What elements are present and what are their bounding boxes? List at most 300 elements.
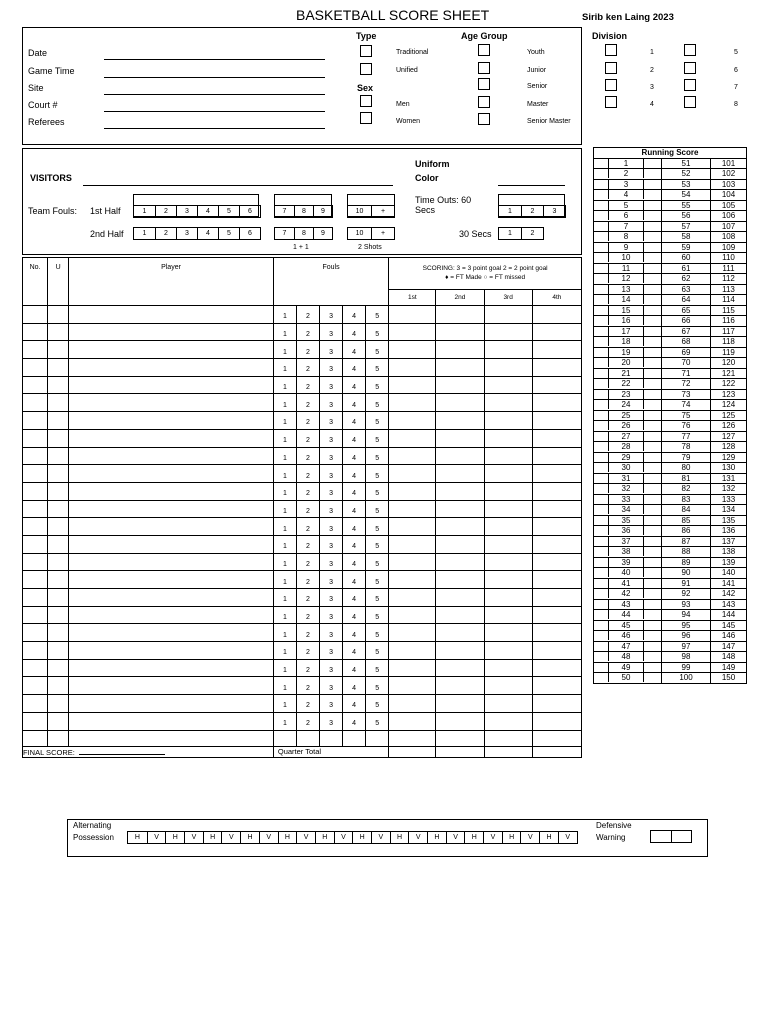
- running-score-cell[interactable]: [594, 421, 662, 432]
- player-foul-cell[interactable]: 3: [320, 465, 343, 483]
- player-number-cell[interactable]: [23, 535, 48, 553]
- running-score-cell[interactable]: 87: [662, 536, 711, 547]
- player-foul-cell[interactable]: 1: [273, 359, 296, 377]
- player-quarter-score-cell[interactable]: [436, 465, 484, 483]
- field-entry-line[interactable]: [104, 94, 325, 95]
- field-entry-line[interactable]: [104, 128, 325, 129]
- running-score-cell[interactable]: [594, 158, 662, 169]
- blank-cell[interactable]: [436, 730, 484, 746]
- running-score-cell[interactable]: 58: [662, 232, 711, 243]
- blank-cell[interactable]: [273, 730, 296, 746]
- first-half-bonus-cell[interactable]: 8: [294, 206, 313, 217]
- player-u-cell[interactable]: [48, 394, 69, 412]
- player-quarter-score-cell[interactable]: [484, 712, 532, 730]
- running-score-cell[interactable]: [594, 652, 662, 663]
- running-score-cell[interactable]: [594, 620, 662, 631]
- running-score-cell[interactable]: [594, 473, 662, 484]
- possession-cell[interactable]: H: [240, 832, 259, 843]
- running-score-cell[interactable]: [594, 295, 662, 306]
- running-score-cell[interactable]: [594, 253, 662, 264]
- player-quarter-score-cell[interactable]: [436, 553, 484, 571]
- running-score-cell[interactable]: 68: [662, 337, 711, 348]
- field-entry-line[interactable]: [104, 77, 325, 78]
- player-quarter-score-cell[interactable]: [532, 447, 581, 465]
- type-checkbox[interactable]: [360, 63, 372, 75]
- player-foul-cell[interactable]: 2: [296, 482, 319, 500]
- player-quarter-score-cell[interactable]: [389, 394, 436, 412]
- running-score-cell[interactable]: [594, 526, 662, 537]
- player-name-cell[interactable]: [69, 376, 274, 394]
- player-foul-cell[interactable]: 1: [273, 553, 296, 571]
- player-quarter-score-cell[interactable]: [389, 306, 436, 324]
- player-quarter-score-cell[interactable]: [532, 359, 581, 377]
- running-score-cell[interactable]: [594, 211, 662, 222]
- player-quarter-score-cell[interactable]: [436, 642, 484, 660]
- running-score-cell[interactable]: 60: [662, 253, 711, 264]
- running-score-cell[interactable]: [594, 400, 662, 411]
- running-score-cell[interactable]: 138: [711, 547, 747, 558]
- player-number-cell[interactable]: [23, 376, 48, 394]
- player-foul-cell[interactable]: 4: [343, 695, 366, 713]
- player-u-cell[interactable]: [48, 412, 69, 430]
- running-score-cell[interactable]: 120: [711, 358, 747, 369]
- player-number-cell[interactable]: [23, 359, 48, 377]
- player-foul-cell[interactable]: 3: [320, 553, 343, 571]
- player-foul-cell[interactable]: 1: [273, 659, 296, 677]
- player-foul-cell[interactable]: 5: [366, 535, 389, 553]
- player-quarter-score-cell[interactable]: [484, 341, 532, 359]
- running-score-cell[interactable]: 111: [711, 263, 747, 274]
- first-half-foul-cell[interactable]: 6: [239, 206, 260, 217]
- running-score-cell[interactable]: [594, 662, 662, 673]
- division-checkbox[interactable]: [684, 62, 696, 74]
- player-foul-cell[interactable]: 3: [320, 500, 343, 518]
- division-checkbox[interactable]: [605, 79, 617, 91]
- field-entry-line[interactable]: [104, 59, 325, 60]
- running-score-cell[interactable]: [594, 190, 662, 201]
- player-name-cell[interactable]: [69, 323, 274, 341]
- running-score-cell[interactable]: 144: [711, 610, 747, 621]
- player-foul-cell[interactable]: 2: [296, 589, 319, 607]
- player-foul-cell[interactable]: 3: [320, 695, 343, 713]
- player-foul-cell[interactable]: 5: [366, 642, 389, 660]
- player-quarter-score-cell[interactable]: [389, 659, 436, 677]
- running-score-cell[interactable]: [594, 274, 662, 285]
- possession-cell[interactable]: H: [390, 832, 409, 843]
- player-foul-cell[interactable]: 2: [296, 712, 319, 730]
- running-score-cell[interactable]: [594, 316, 662, 327]
- player-foul-cell[interactable]: 1: [273, 695, 296, 713]
- player-foul-cell[interactable]: 1: [273, 412, 296, 430]
- player-foul-cell[interactable]: 3: [320, 589, 343, 607]
- player-u-cell[interactable]: [48, 535, 69, 553]
- player-foul-cell[interactable]: 2: [296, 642, 319, 660]
- player-foul-cell[interactable]: 1: [273, 677, 296, 695]
- player-quarter-score-cell[interactable]: [532, 571, 581, 589]
- running-score-cell[interactable]: [594, 221, 662, 232]
- player-foul-cell[interactable]: 4: [343, 553, 366, 571]
- running-score-cell[interactable]: [594, 284, 662, 295]
- running-score-cell[interactable]: [594, 536, 662, 547]
- possession-cell[interactable]: H: [464, 832, 483, 843]
- running-score-cell[interactable]: [594, 389, 662, 400]
- running-score-cell[interactable]: 136: [711, 526, 747, 537]
- running-score-cell[interactable]: 135: [711, 515, 747, 526]
- blank-cell[interactable]: [320, 730, 343, 746]
- player-quarter-score-cell[interactable]: [484, 518, 532, 536]
- possession-cell[interactable]: H: [352, 832, 371, 843]
- player-number-cell[interactable]: [23, 341, 48, 359]
- player-u-cell[interactable]: [48, 695, 69, 713]
- player-foul-cell[interactable]: 5: [366, 376, 389, 394]
- player-foul-cell[interactable]: 5: [366, 589, 389, 607]
- player-foul-cell[interactable]: 2: [296, 323, 319, 341]
- player-foul-cell[interactable]: 1: [273, 571, 296, 589]
- division-checkbox[interactable]: [684, 44, 696, 56]
- running-score-cell[interactable]: 130: [711, 463, 747, 474]
- running-score-cell[interactable]: 125: [711, 410, 747, 421]
- player-number-cell[interactable]: [23, 412, 48, 430]
- player-quarter-score-cell[interactable]: [436, 341, 484, 359]
- first-half-bonus-cell[interactable]: 9: [313, 206, 332, 217]
- running-score-cell[interactable]: [594, 379, 662, 390]
- running-score-cell[interactable]: [594, 505, 662, 516]
- quarter-total-cell[interactable]: [484, 746, 532, 757]
- running-score-cell[interactable]: 79: [662, 452, 711, 463]
- player-name-cell[interactable]: [69, 712, 274, 730]
- second-half-bonus-cell[interactable]: 7: [282, 230, 287, 237]
- player-quarter-score-cell[interactable]: [389, 642, 436, 660]
- player-quarter-score-cell[interactable]: [389, 589, 436, 607]
- running-score-cell[interactable]: [594, 200, 662, 211]
- player-foul-cell[interactable]: 4: [343, 535, 366, 553]
- team-name-line[interactable]: [83, 185, 393, 186]
- player-foul-cell[interactable]: 4: [343, 341, 366, 359]
- running-score-cell[interactable]: 86: [662, 526, 711, 537]
- player-quarter-score-cell[interactable]: [484, 465, 532, 483]
- player-quarter-score-cell[interactable]: [532, 482, 581, 500]
- sex-checkbox[interactable]: [360, 95, 372, 107]
- player-quarter-score-cell[interactable]: [389, 518, 436, 536]
- possession-cell[interactable]: V: [558, 832, 577, 843]
- running-score-cell[interactable]: 63: [662, 284, 711, 295]
- player-foul-cell[interactable]: 3: [320, 429, 343, 447]
- running-score-cell[interactable]: 124: [711, 400, 747, 411]
- player-quarter-score-cell[interactable]: [532, 518, 581, 536]
- second-half-foul-cell[interactable]: 6: [239, 228, 260, 239]
- possession-cell[interactable]: H: [539, 832, 558, 843]
- player-quarter-score-cell[interactable]: [389, 376, 436, 394]
- player-foul-cell[interactable]: 3: [320, 571, 343, 589]
- player-quarter-score-cell[interactable]: [389, 412, 436, 430]
- player-foul-cell[interactable]: 4: [343, 376, 366, 394]
- blank-cell[interactable]: [48, 730, 69, 746]
- running-score-cell[interactable]: 70: [662, 358, 711, 369]
- running-score-cell[interactable]: 101: [711, 158, 747, 169]
- player-foul-cell[interactable]: 4: [343, 606, 366, 624]
- player-u-cell[interactable]: [48, 500, 69, 518]
- running-score-cell[interactable]: 92: [662, 589, 711, 600]
- player-foul-cell[interactable]: 5: [366, 323, 389, 341]
- player-name-cell[interactable]: [69, 359, 274, 377]
- player-u-cell[interactable]: [48, 341, 69, 359]
- running-score-cell[interactable]: [594, 410, 662, 421]
- player-foul-cell[interactable]: 5: [366, 412, 389, 430]
- player-foul-cell[interactable]: 1: [273, 323, 296, 341]
- running-score-cell[interactable]: 72: [662, 379, 711, 390]
- player-quarter-score-cell[interactable]: [532, 394, 581, 412]
- running-score-cell[interactable]: 53: [662, 179, 711, 190]
- player-number-cell[interactable]: [23, 518, 48, 536]
- possession-cell[interactable]: V: [334, 832, 353, 843]
- player-foul-cell[interactable]: 4: [343, 323, 366, 341]
- player-quarter-score-cell[interactable]: [436, 376, 484, 394]
- possession-cell[interactable]: H: [278, 832, 297, 843]
- player-foul-cell[interactable]: 1: [273, 447, 296, 465]
- second-half-bonus-cell[interactable]: 8: [294, 228, 313, 239]
- running-score-cell[interactable]: [594, 431, 662, 442]
- player-u-cell[interactable]: [48, 306, 69, 324]
- player-quarter-score-cell[interactable]: [389, 553, 436, 571]
- player-foul-cell[interactable]: 4: [343, 624, 366, 642]
- player-foul-cell[interactable]: 5: [366, 677, 389, 695]
- timeout-60-cell[interactable]: 1: [508, 208, 512, 215]
- player-foul-cell[interactable]: 4: [343, 642, 366, 660]
- quarter-total-cell[interactable]: [532, 746, 581, 757]
- possession-cell[interactable]: V: [408, 832, 427, 843]
- player-foul-cell[interactable]: 5: [366, 571, 389, 589]
- running-score-cell[interactable]: 83: [662, 494, 711, 505]
- running-score-cell[interactable]: [594, 452, 662, 463]
- player-foul-cell[interactable]: 1: [273, 429, 296, 447]
- possession-cell[interactable]: V: [184, 832, 203, 843]
- running-score-cell[interactable]: 106: [711, 211, 747, 222]
- player-quarter-score-cell[interactable]: [484, 535, 532, 553]
- player-foul-cell[interactable]: 2: [296, 553, 319, 571]
- player-number-cell[interactable]: [23, 323, 48, 341]
- player-number-cell[interactable]: [23, 677, 48, 695]
- player-quarter-score-cell[interactable]: [484, 412, 532, 430]
- player-foul-cell[interactable]: 2: [296, 376, 319, 394]
- running-score-cell[interactable]: 55: [662, 200, 711, 211]
- running-score-cell[interactable]: 64: [662, 295, 711, 306]
- running-score-cell[interactable]: [594, 326, 662, 337]
- running-score-cell[interactable]: 59: [662, 242, 711, 253]
- player-u-cell[interactable]: [48, 429, 69, 447]
- player-number-cell[interactable]: [23, 606, 48, 624]
- running-score-cell[interactable]: 110: [711, 253, 747, 264]
- player-foul-cell[interactable]: 4: [343, 482, 366, 500]
- running-score-cell[interactable]: [594, 347, 662, 358]
- player-foul-cell[interactable]: 4: [343, 429, 366, 447]
- first-half-foul-cell[interactable]: 4: [197, 206, 218, 217]
- second-half-foul-cell[interactable]: 3: [176, 228, 197, 239]
- player-foul-cell[interactable]: 4: [343, 712, 366, 730]
- player-name-cell[interactable]: [69, 659, 274, 677]
- running-score-cell[interactable]: 74: [662, 400, 711, 411]
- running-score-cell[interactable]: 89: [662, 557, 711, 568]
- player-quarter-score-cell[interactable]: [389, 500, 436, 518]
- player-quarter-score-cell[interactable]: [484, 553, 532, 571]
- player-quarter-score-cell[interactable]: [389, 712, 436, 730]
- blank-cell[interactable]: [532, 730, 581, 746]
- player-foul-cell[interactable]: 4: [343, 589, 366, 607]
- timeout-60-cell[interactable]: 3: [543, 206, 565, 217]
- player-name-cell[interactable]: [69, 695, 274, 713]
- player-foul-cell[interactable]: 1: [273, 376, 296, 394]
- player-quarter-score-cell[interactable]: [484, 500, 532, 518]
- player-name-cell[interactable]: [69, 571, 274, 589]
- running-score-cell[interactable]: 122: [711, 379, 747, 390]
- running-score-cell[interactable]: 104: [711, 190, 747, 201]
- player-foul-cell[interactable]: 2: [296, 465, 319, 483]
- player-foul-cell[interactable]: 4: [343, 412, 366, 430]
- player-foul-cell[interactable]: 2: [296, 518, 319, 536]
- player-foul-cell[interactable]: 5: [366, 659, 389, 677]
- blank-cell[interactable]: [296, 730, 319, 746]
- player-foul-cell[interactable]: 2: [296, 341, 319, 359]
- running-score-cell[interactable]: [594, 484, 662, 495]
- blank-cell[interactable]: [23, 730, 48, 746]
- running-score-cell[interactable]: 108: [711, 232, 747, 243]
- player-foul-cell[interactable]: 5: [366, 447, 389, 465]
- running-score-cell[interactable]: 146: [711, 631, 747, 642]
- running-score-cell[interactable]: 57: [662, 221, 711, 232]
- player-quarter-score-cell[interactable]: [389, 323, 436, 341]
- possession-cell[interactable]: H: [165, 832, 184, 843]
- blank-cell[interactable]: [366, 730, 389, 746]
- quarter-total-cell[interactable]: [389, 746, 436, 757]
- timeout-30-cell[interactable]: 1: [508, 230, 512, 237]
- running-score-cell[interactable]: 126: [711, 421, 747, 432]
- player-foul-cell[interactable]: 5: [366, 712, 389, 730]
- player-name-cell[interactable]: [69, 535, 274, 553]
- player-foul-cell[interactable]: 3: [320, 394, 343, 412]
- player-name-cell[interactable]: [69, 642, 274, 660]
- running-score-cell[interactable]: 137: [711, 536, 747, 547]
- player-foul-cell[interactable]: 4: [343, 394, 366, 412]
- running-score-cell[interactable]: 85: [662, 515, 711, 526]
- player-quarter-score-cell[interactable]: [484, 642, 532, 660]
- player-quarter-score-cell[interactable]: [436, 323, 484, 341]
- player-number-cell[interactable]: [23, 642, 48, 660]
- running-score-cell[interactable]: 71: [662, 368, 711, 379]
- player-quarter-score-cell[interactable]: [389, 482, 436, 500]
- player-foul-cell[interactable]: 1: [273, 642, 296, 660]
- player-foul-cell[interactable]: 2: [296, 306, 319, 324]
- player-name-cell[interactable]: [69, 341, 274, 359]
- running-score-cell[interactable]: 52: [662, 169, 711, 180]
- player-u-cell[interactable]: [48, 376, 69, 394]
- possession-cell[interactable]: V: [147, 832, 166, 843]
- player-foul-cell[interactable]: 3: [320, 535, 343, 553]
- running-score-cell[interactable]: [594, 547, 662, 558]
- player-quarter-score-cell[interactable]: [389, 624, 436, 642]
- player-quarter-score-cell[interactable]: [389, 465, 436, 483]
- second-half-foul-cell[interactable]: 1: [142, 230, 147, 237]
- running-score-cell[interactable]: 116: [711, 316, 747, 327]
- running-score-cell[interactable]: [594, 305, 662, 316]
- final-score-line[interactable]: [79, 747, 165, 755]
- running-score-cell[interactable]: 77: [662, 431, 711, 442]
- player-quarter-score-cell[interactable]: [532, 553, 581, 571]
- player-number-cell[interactable]: [23, 571, 48, 589]
- player-quarter-score-cell[interactable]: [436, 589, 484, 607]
- player-foul-cell[interactable]: 1: [273, 535, 296, 553]
- player-foul-cell[interactable]: 5: [366, 465, 389, 483]
- player-quarter-score-cell[interactable]: [532, 429, 581, 447]
- player-quarter-score-cell[interactable]: [389, 341, 436, 359]
- player-name-cell[interactable]: [69, 412, 274, 430]
- running-score-cell[interactable]: 140: [711, 568, 747, 579]
- running-score-cell[interactable]: 112: [711, 274, 747, 285]
- player-quarter-score-cell[interactable]: [436, 306, 484, 324]
- running-score-cell[interactable]: [594, 557, 662, 568]
- age-group-checkbox[interactable]: [478, 96, 490, 108]
- player-quarter-score-cell[interactable]: [484, 482, 532, 500]
- player-name-cell[interactable]: [69, 447, 274, 465]
- running-score-cell[interactable]: 81: [662, 473, 711, 484]
- player-foul-cell[interactable]: 5: [366, 624, 389, 642]
- player-u-cell[interactable]: [48, 323, 69, 341]
- blank-cell[interactable]: [484, 730, 532, 746]
- running-score-cell[interactable]: [594, 337, 662, 348]
- possession-cell[interactable]: V: [221, 832, 240, 843]
- possession-cell[interactable]: H: [502, 832, 521, 843]
- player-foul-cell[interactable]: 5: [366, 482, 389, 500]
- player-quarter-score-cell[interactable]: [436, 518, 484, 536]
- running-score-cell[interactable]: [594, 358, 662, 369]
- final-score-cell[interactable]: [23, 746, 274, 757]
- player-foul-cell[interactable]: 3: [320, 306, 343, 324]
- player-u-cell[interactable]: [48, 659, 69, 677]
- running-score-cell[interactable]: [594, 463, 662, 474]
- type-checkbox[interactable]: [360, 45, 372, 57]
- running-score-cell[interactable]: 142: [711, 589, 747, 600]
- age-group-checkbox[interactable]: [478, 62, 490, 74]
- running-score-cell[interactable]: 78: [662, 442, 711, 453]
- player-quarter-score-cell[interactable]: [389, 677, 436, 695]
- second-half-foul-cell[interactable]: 4: [197, 228, 218, 239]
- running-score-cell[interactable]: 99: [662, 662, 711, 673]
- defensive-warning-cells[interactable]: [650, 830, 692, 843]
- running-score-cell[interactable]: 150: [711, 673, 747, 684]
- player-foul-cell[interactable]: 4: [343, 518, 366, 536]
- first-half-foul-cell[interactable]: 5: [218, 206, 239, 217]
- player-foul-cell[interactable]: 2: [296, 447, 319, 465]
- player-foul-cell[interactable]: 1: [273, 341, 296, 359]
- player-number-cell[interactable]: [23, 659, 48, 677]
- running-score-cell[interactable]: [594, 568, 662, 579]
- running-score-cell[interactable]: 80: [662, 463, 711, 474]
- player-quarter-score-cell[interactable]: [484, 429, 532, 447]
- player-foul-cell[interactable]: 2: [296, 695, 319, 713]
- possession-cell[interactable]: H: [427, 832, 446, 843]
- running-score-cell[interactable]: 95: [662, 620, 711, 631]
- player-number-cell[interactable]: [23, 482, 48, 500]
- player-u-cell[interactable]: [48, 571, 69, 589]
- division-checkbox[interactable]: [605, 44, 617, 56]
- player-name-cell[interactable]: [69, 465, 274, 483]
- running-score-cell[interactable]: [594, 515, 662, 526]
- player-foul-cell[interactable]: 2: [296, 412, 319, 430]
- running-score-cell[interactable]: 117: [711, 326, 747, 337]
- player-quarter-score-cell[interactable]: [436, 500, 484, 518]
- second-half-bonus-cell[interactable]: 9: [313, 228, 332, 239]
- player-foul-cell[interactable]: 1: [273, 712, 296, 730]
- running-score-cell[interactable]: 90: [662, 568, 711, 579]
- player-foul-cell[interactable]: 2: [296, 359, 319, 377]
